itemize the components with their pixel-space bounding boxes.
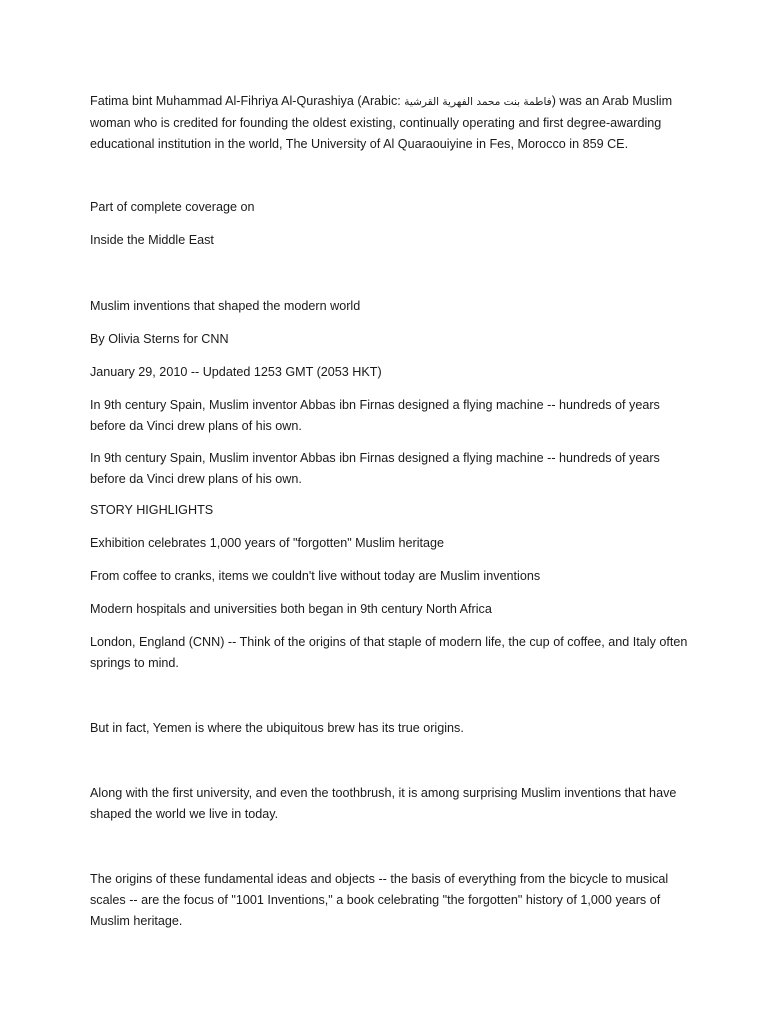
article-dateline: January 29, 2010 -- Updated 1253 GMT (2053 HKT) [90,365,382,379]
intro-paragraph [90,91,690,155]
document-page [90,0,690,1024]
highlight-item: From coffee to cranks, items we couldn't live without today are Muslim inventions [90,569,541,583]
highlight-item: Exhibition celebrates 1,000 years of "forgotten" Muslim heritage [90,536,445,550]
body-paragraph: Along with the first university, and even the toothbrush, it is among surprising Muslim inventions that have shaped the world we live in today. [90,786,677,821]
photo-caption-2: In 9th century Spain, Muslim inventor Abbas ibn Firnas designed a flying machine -- hundreds of years before da Vinci drew plans of his own. [90,451,660,486]
photo-caption-1: In 9th century Spain, Muslim inventor Abbas ibn Firnas designed a flying machine -- hundreds of years before da Vinci drew plans of his own. [90,398,660,433]
article-byline: By Olivia Sterns for CNN [90,332,229,346]
story-highlights-heading: STORY HIGHLIGHTS [90,503,214,517]
body-paragraph: But in fact, Yemen is where the ubiquitous brew has its true origins. [90,721,464,735]
arabic-name: فاطمة بنت محمد الفهرية القرشية [404,96,552,108]
intro-text-before: Fatima bint Muhammad Al-Fihriya Al-Qurashiya (Arabic: [90,94,405,108]
article-headline: Muslim inventions that shaped the modern world [90,299,361,313]
coverage-label: Part of complete coverage on [90,200,255,214]
body-paragraph: The origins of these fundamental ideas and objects -- the basis of everything from the bicycle to musical scales -- are the focus of "1001 Inventions," a book celebrating "the forgotten" history of 1,000 years of Muslim heritage. [90,872,669,928]
intro-text-after: ) was an Arab Muslim woman who is credited for founding the oldest existing, continually operating and first degree-awarding educational institution in the world, The University of Al Quaraouiyine in Fes, Morocco in 859 CE. [90,94,673,151]
coverage-section: Inside the Middle East [90,233,214,247]
highlight-item: Modern hospitals and universities both began in 9th century North Africa [90,602,492,616]
body-paragraph: London, England (CNN) -- Think of the origins of that staple of modern life, the cup of coffee, and Italy often springs to mind. [90,635,688,670]
